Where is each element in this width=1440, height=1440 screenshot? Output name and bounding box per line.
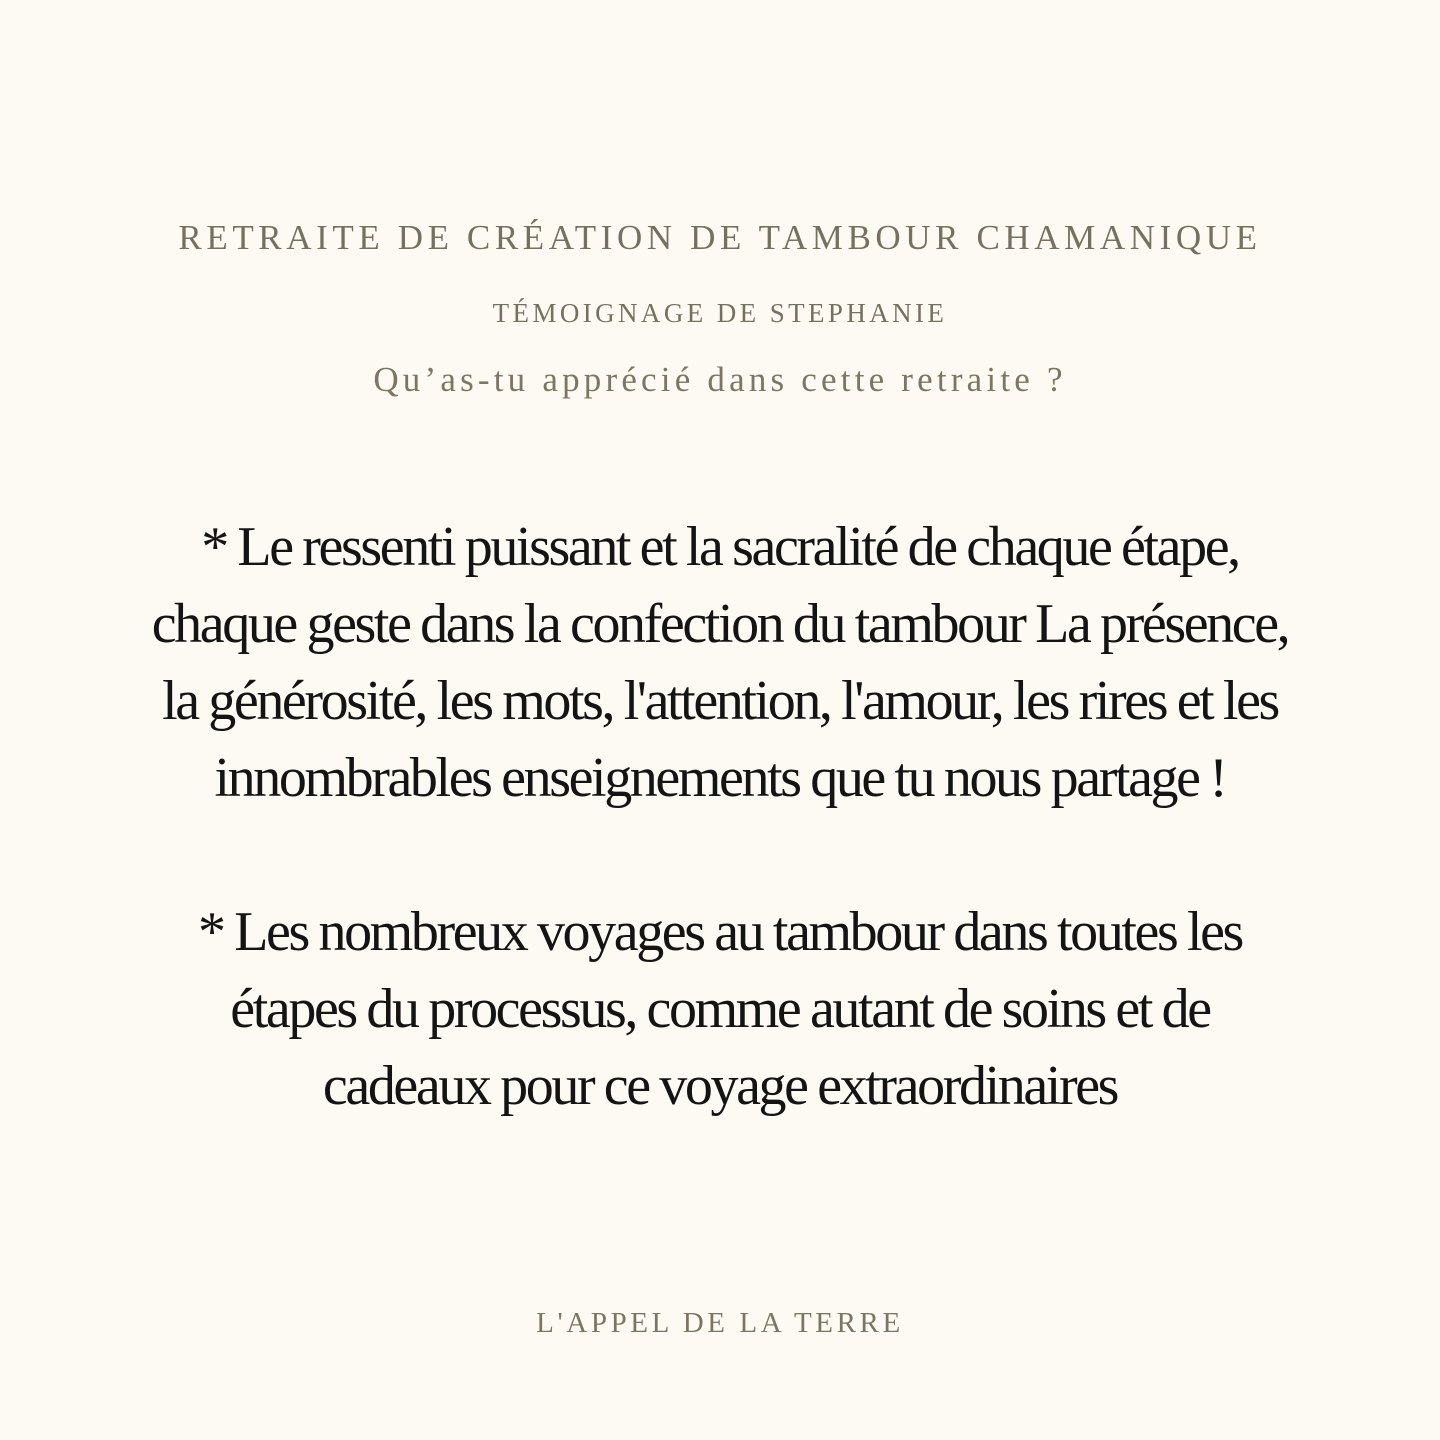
testimonial-line: * Le ressenti puissant et la sacralité de chaque étape,	[201, 516, 1239, 578]
testimonial-line: étapes du processus, comme autant de soins et de	[230, 978, 1210, 1040]
testimonial-line: innombrables enseignements que tu nous partage !	[214, 747, 1226, 809]
footer-brand: L'APPEL DE LA TERRE	[536, 1307, 904, 1339]
question: Qu’as-tu apprécié dans cette retraite ?	[373, 360, 1067, 399]
testimonial-line: cadeaux pour ce voyage extraordinaires	[322, 1055, 1118, 1117]
testimonial-line: la générosité, les mots, l'attention, l'amour, les rires et les	[162, 670, 1278, 732]
testimonial-line: * Les nombreux voyages au tambour dans toutes les	[198, 901, 1242, 963]
testimonial-paragraph-2	[110, 894, 1330, 1125]
testimonial-line: chaque geste dans la confection du tambour La présence,	[151, 593, 1289, 655]
testimonial-author: TÉMOIGNAGE DE STEPHANIE	[492, 298, 948, 328]
page-title: RETRAITE DE CRÉATION DE TAMBOUR CHAMANIQUE	[178, 218, 1262, 257]
testimonial-paragraph-1	[110, 509, 1330, 817]
